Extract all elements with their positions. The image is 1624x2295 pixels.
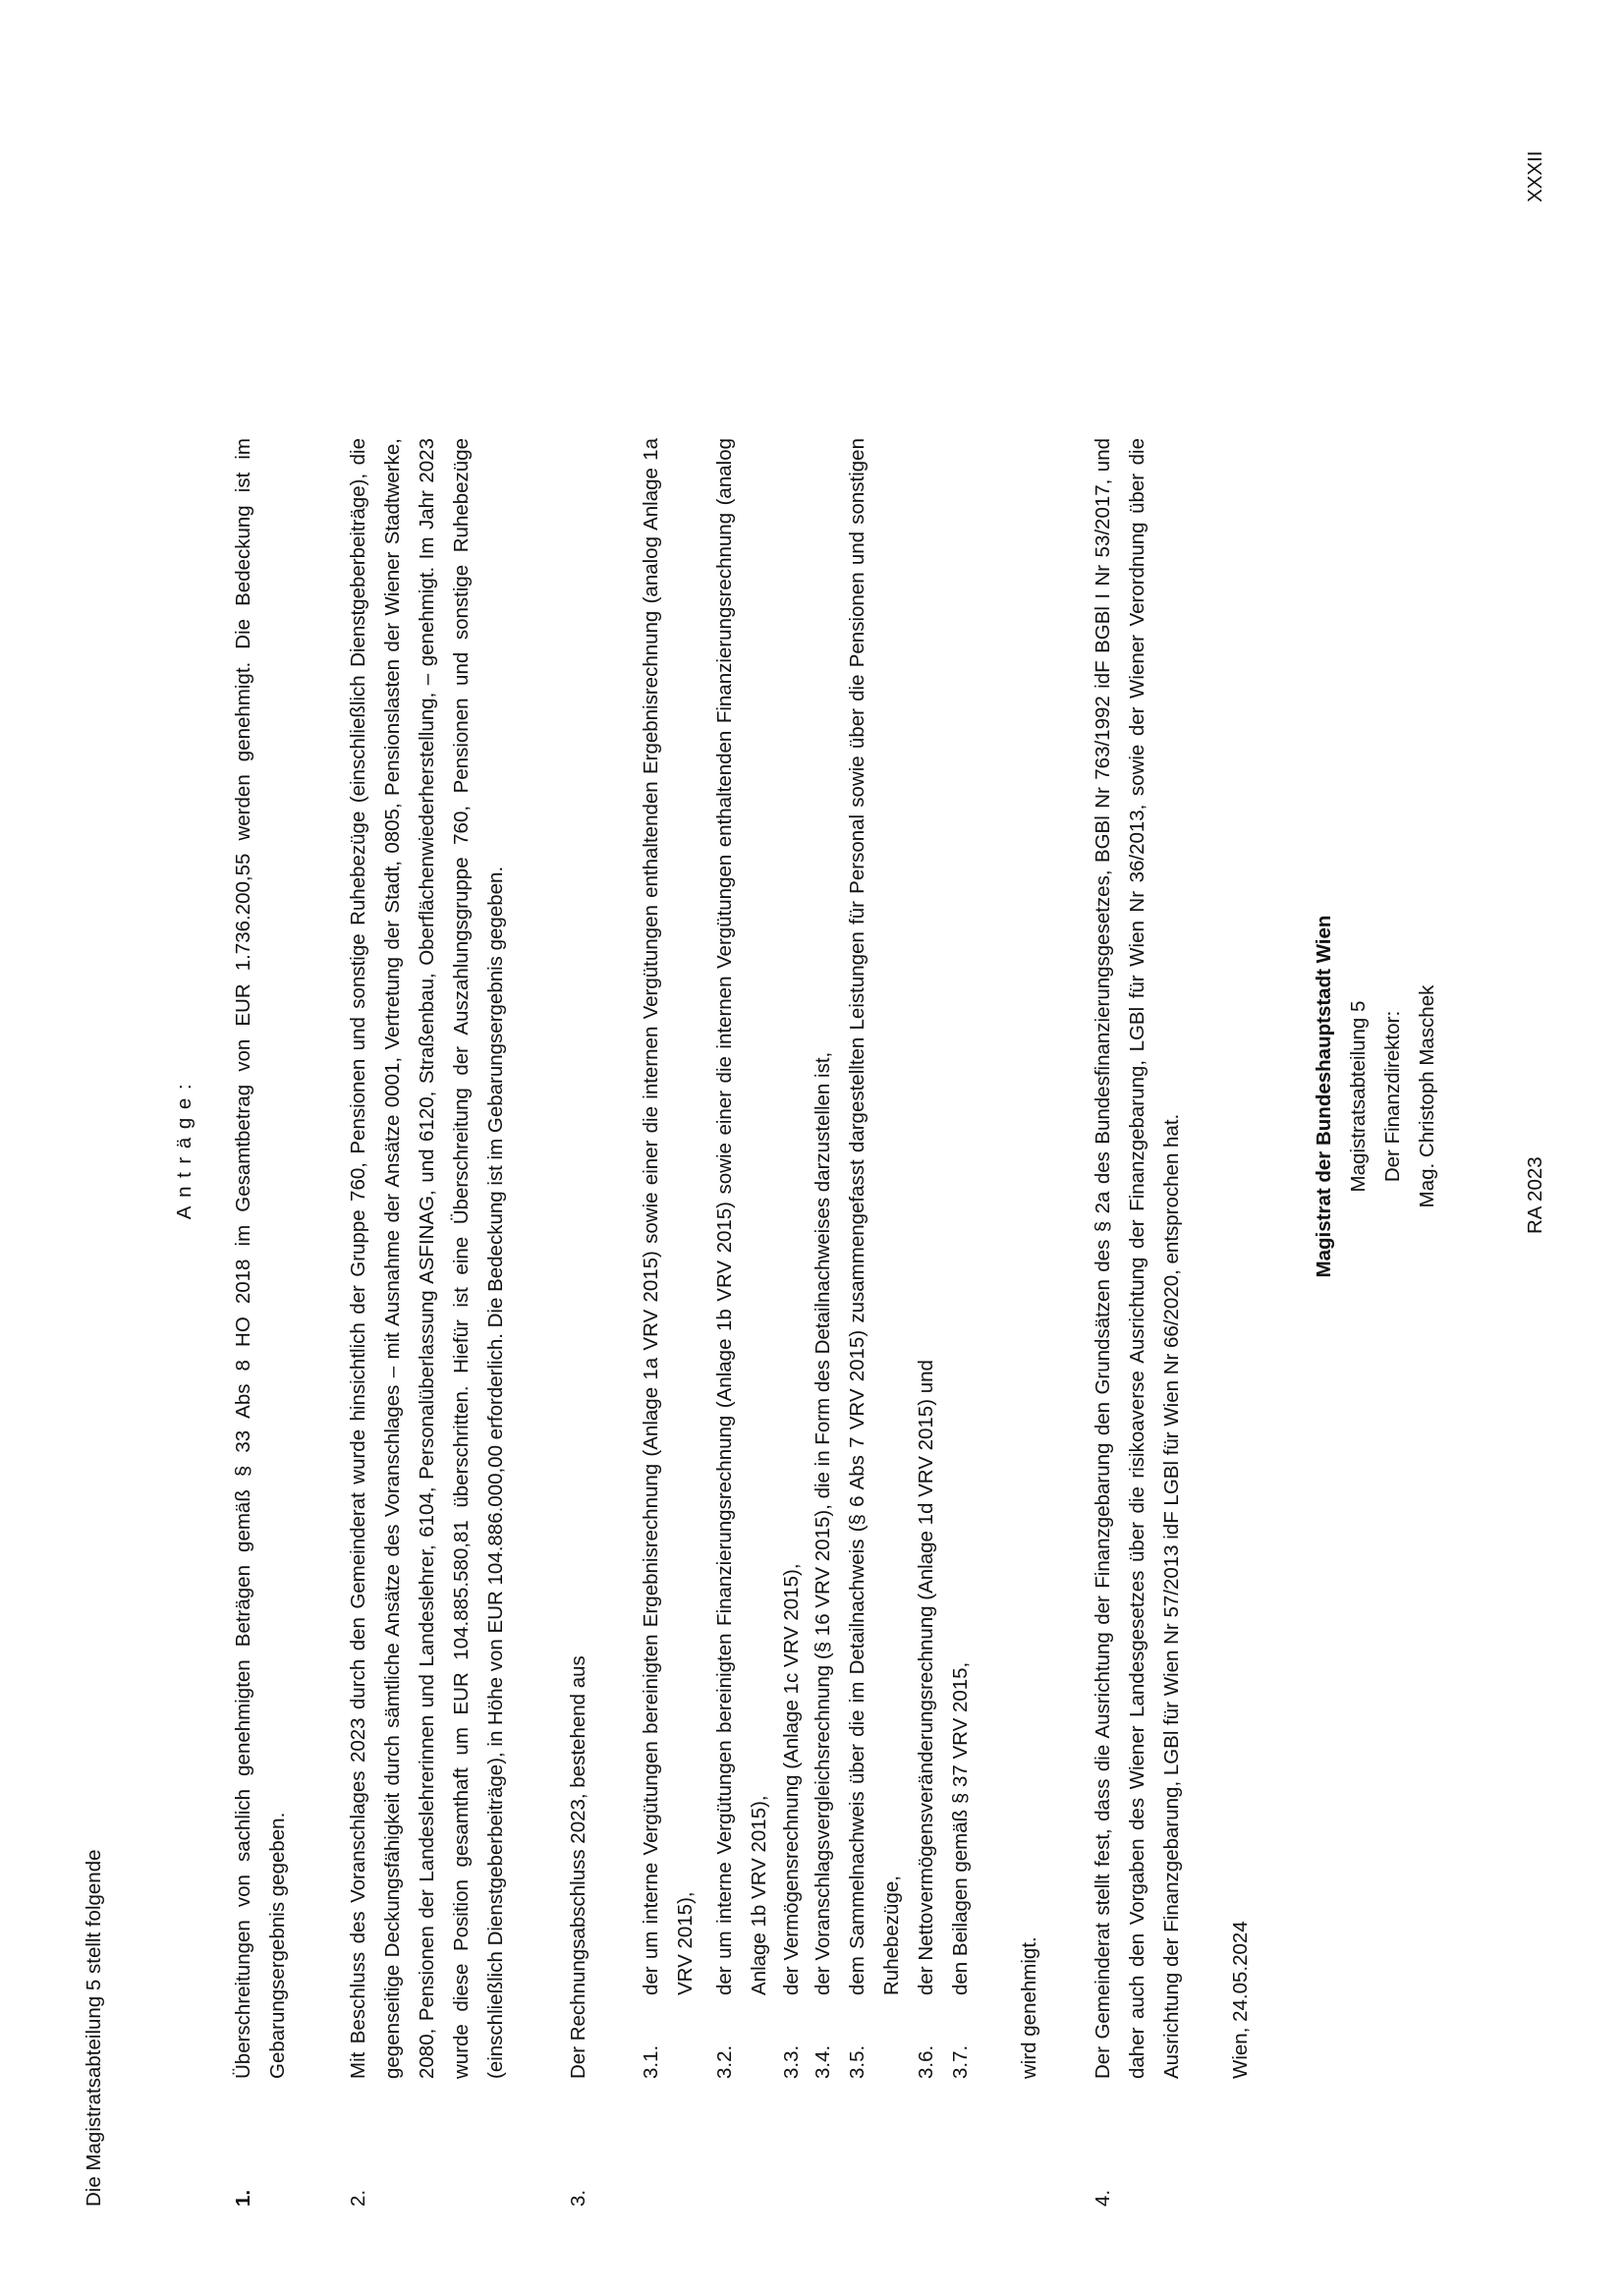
item-number: 4. xyxy=(1092,2189,1114,2207)
signature-role: Der Finanzdirektor: xyxy=(1381,1010,1404,1183)
subitem-3-6 xyxy=(909,438,943,2207)
subitem-text: der Voranschlagsvergleichsrechnung (§ 16 VRV 2015), die in Form des Detailnachweises darzustellen ist, xyxy=(812,1051,834,1995)
subitem-number: 3.1. xyxy=(640,2044,662,2079)
item-text: Mit Beschluss des Voranschlages 2023 durch den Gemeinderat wurde hinsichtlich der Gruppe 760, Pensionen und sonstige Ruhebezüge (einschließlich Dienstgeberbeiträge), die gegenseitige Deckungsfähigkeit durch sämtliche Ansätze des Voranschlages – mit Ausnahme der Ansätze 0001, Vertretung der Stadt, 0805, Pensionslasten der Wiener Stadtwerke, 2080, Pensionen der Landeslehrerinnen und Landeslehrer, 6104, Personalüberlassung ASFINAG, und 6120, Straßenbau, Oberflächenwiederherstellung, – genehmigt. Im Jahr 2023 wurde diese Position gesamthaft um EUR 104.885.580,81 überschritten. Hiefür ist eine Überschreitung der Auszahlungsgruppe 760, Pensionen und sonstige Ruhebezüge (einschließlich Dienstgeberbeiträge), in Höhe von EUR 104.886.000,00 erforderlich. Die Bedeckung ist im Gebarungsergebnis gegeben. xyxy=(347,438,507,2079)
item-4 xyxy=(1086,438,1189,2207)
item-text: Der Gemeinderat stellt fest, dass die Ausrichtung der Finanzgebarung den Grundsätzen des § 2a des Bundesfinanzierungsgesetzes, BGBl Nr 763/1992 idF BGBl I Nr 53/2017, und daher auch den Vorgaben des Wiener Landesgesetzes über die risikoaverse Ausrichtung der Finanzgebarung, LGBl für Wien Nr 36/2013, sowie der Wiener Verordnung über die Ausrichtung der Finanzgebarung, LGBl für Wien Nr 57/2013 idF LGBl für Wien Nr 66/2020, entsprochen hat. xyxy=(1092,438,1183,2079)
date: Wien, 24.05.2024 xyxy=(1229,1921,1252,2079)
subitem-number: 3.2. xyxy=(713,2044,736,2079)
subitem-number: 3.6. xyxy=(915,2044,937,2079)
subitem-number: 3.4. xyxy=(812,2044,834,2079)
page-number: XXXII xyxy=(1524,150,1546,202)
item-2 xyxy=(341,438,513,2207)
signature-name: Mag. Christoph Maschek xyxy=(1416,984,1438,1208)
subitem-text: den Beilagen gemäß § 37 VRV 2015, xyxy=(949,1661,972,1995)
intro-text: Die Magistratsabteilung 5 stellt folgende xyxy=(83,1849,105,2207)
subitem-3-4 xyxy=(806,438,840,2207)
signature-block xyxy=(1307,870,1444,1322)
subitem-text: der Vermögensrechnung (Anlage 1c VRV 2015), xyxy=(780,1563,803,1995)
subitem-text: der um interne Vergütungen bereinigten Finanzierungsrechnung (Anlage 1b VRV 2015) sowie einer die internen Vergütungen enthaltenden Finanzierungsrechnung (analog Anlage 1b VRV 2015), xyxy=(713,438,770,1995)
subitem-number: 3.5. xyxy=(846,2044,868,2079)
signature-org: Magistrat der Bundeshauptstadt Wien xyxy=(1313,915,1335,1278)
subitem-text: dem Sammelnachweis über die im Detailnachweis (§ 6 Abs 7 VRV 2015) zusammengefasst dargestellten Leistungen für Personal sowie über die Pensionen und sonstigen Ruhebezüge, xyxy=(846,438,903,1995)
subitem-3-5 xyxy=(840,438,909,2207)
item-text: Überschreitungen von sachlich genehmigten Beträgen gemäß § 33 Abs 8 HO 2018 im Gesamtbetrag von EUR 1.736.200,55 werden genehmigt. Die Bedeckung ist im Gebarungsergebnis gegeben. xyxy=(232,438,289,2079)
item-number: 1. xyxy=(232,2189,254,2207)
subitem-text: der Nettovermögensveränderungsrechnung (Anlage 1d VRV 2015) und xyxy=(915,1360,937,1995)
item-text: Der Rechnungsabschluss 2023, bestehend aus xyxy=(567,1655,589,2079)
subitem-3-1 xyxy=(634,438,702,2207)
item-number: 2. xyxy=(347,2189,369,2207)
signature-dept: Magistratsabteilung 5 xyxy=(1347,1000,1370,1193)
subitem-number: 3.3. xyxy=(780,2044,803,2079)
item-3 xyxy=(561,438,595,2207)
item-1 xyxy=(226,438,295,2207)
subitem-3-3 xyxy=(774,438,809,2207)
approved-text: wird genehmigt. xyxy=(1018,1936,1040,2079)
subitem-3-2 xyxy=(707,438,776,2207)
subitem-number: 3.7. xyxy=(949,2044,972,2079)
subitem-3-7 xyxy=(943,438,978,2207)
footer-center: RA 2023 xyxy=(1524,1156,1546,1234)
subitem-text: der um interne Vergütungen bereinigten Ergebnisrechnung (Anlage 1a VRV 2015) sowie einer die internen Vergütungen enthaltenden Ergebnisrechnung (analog Anlage 1a VRV 2015), xyxy=(640,438,697,1995)
item-number: 3. xyxy=(567,2189,589,2207)
heading: Anträge: xyxy=(173,1075,196,1220)
